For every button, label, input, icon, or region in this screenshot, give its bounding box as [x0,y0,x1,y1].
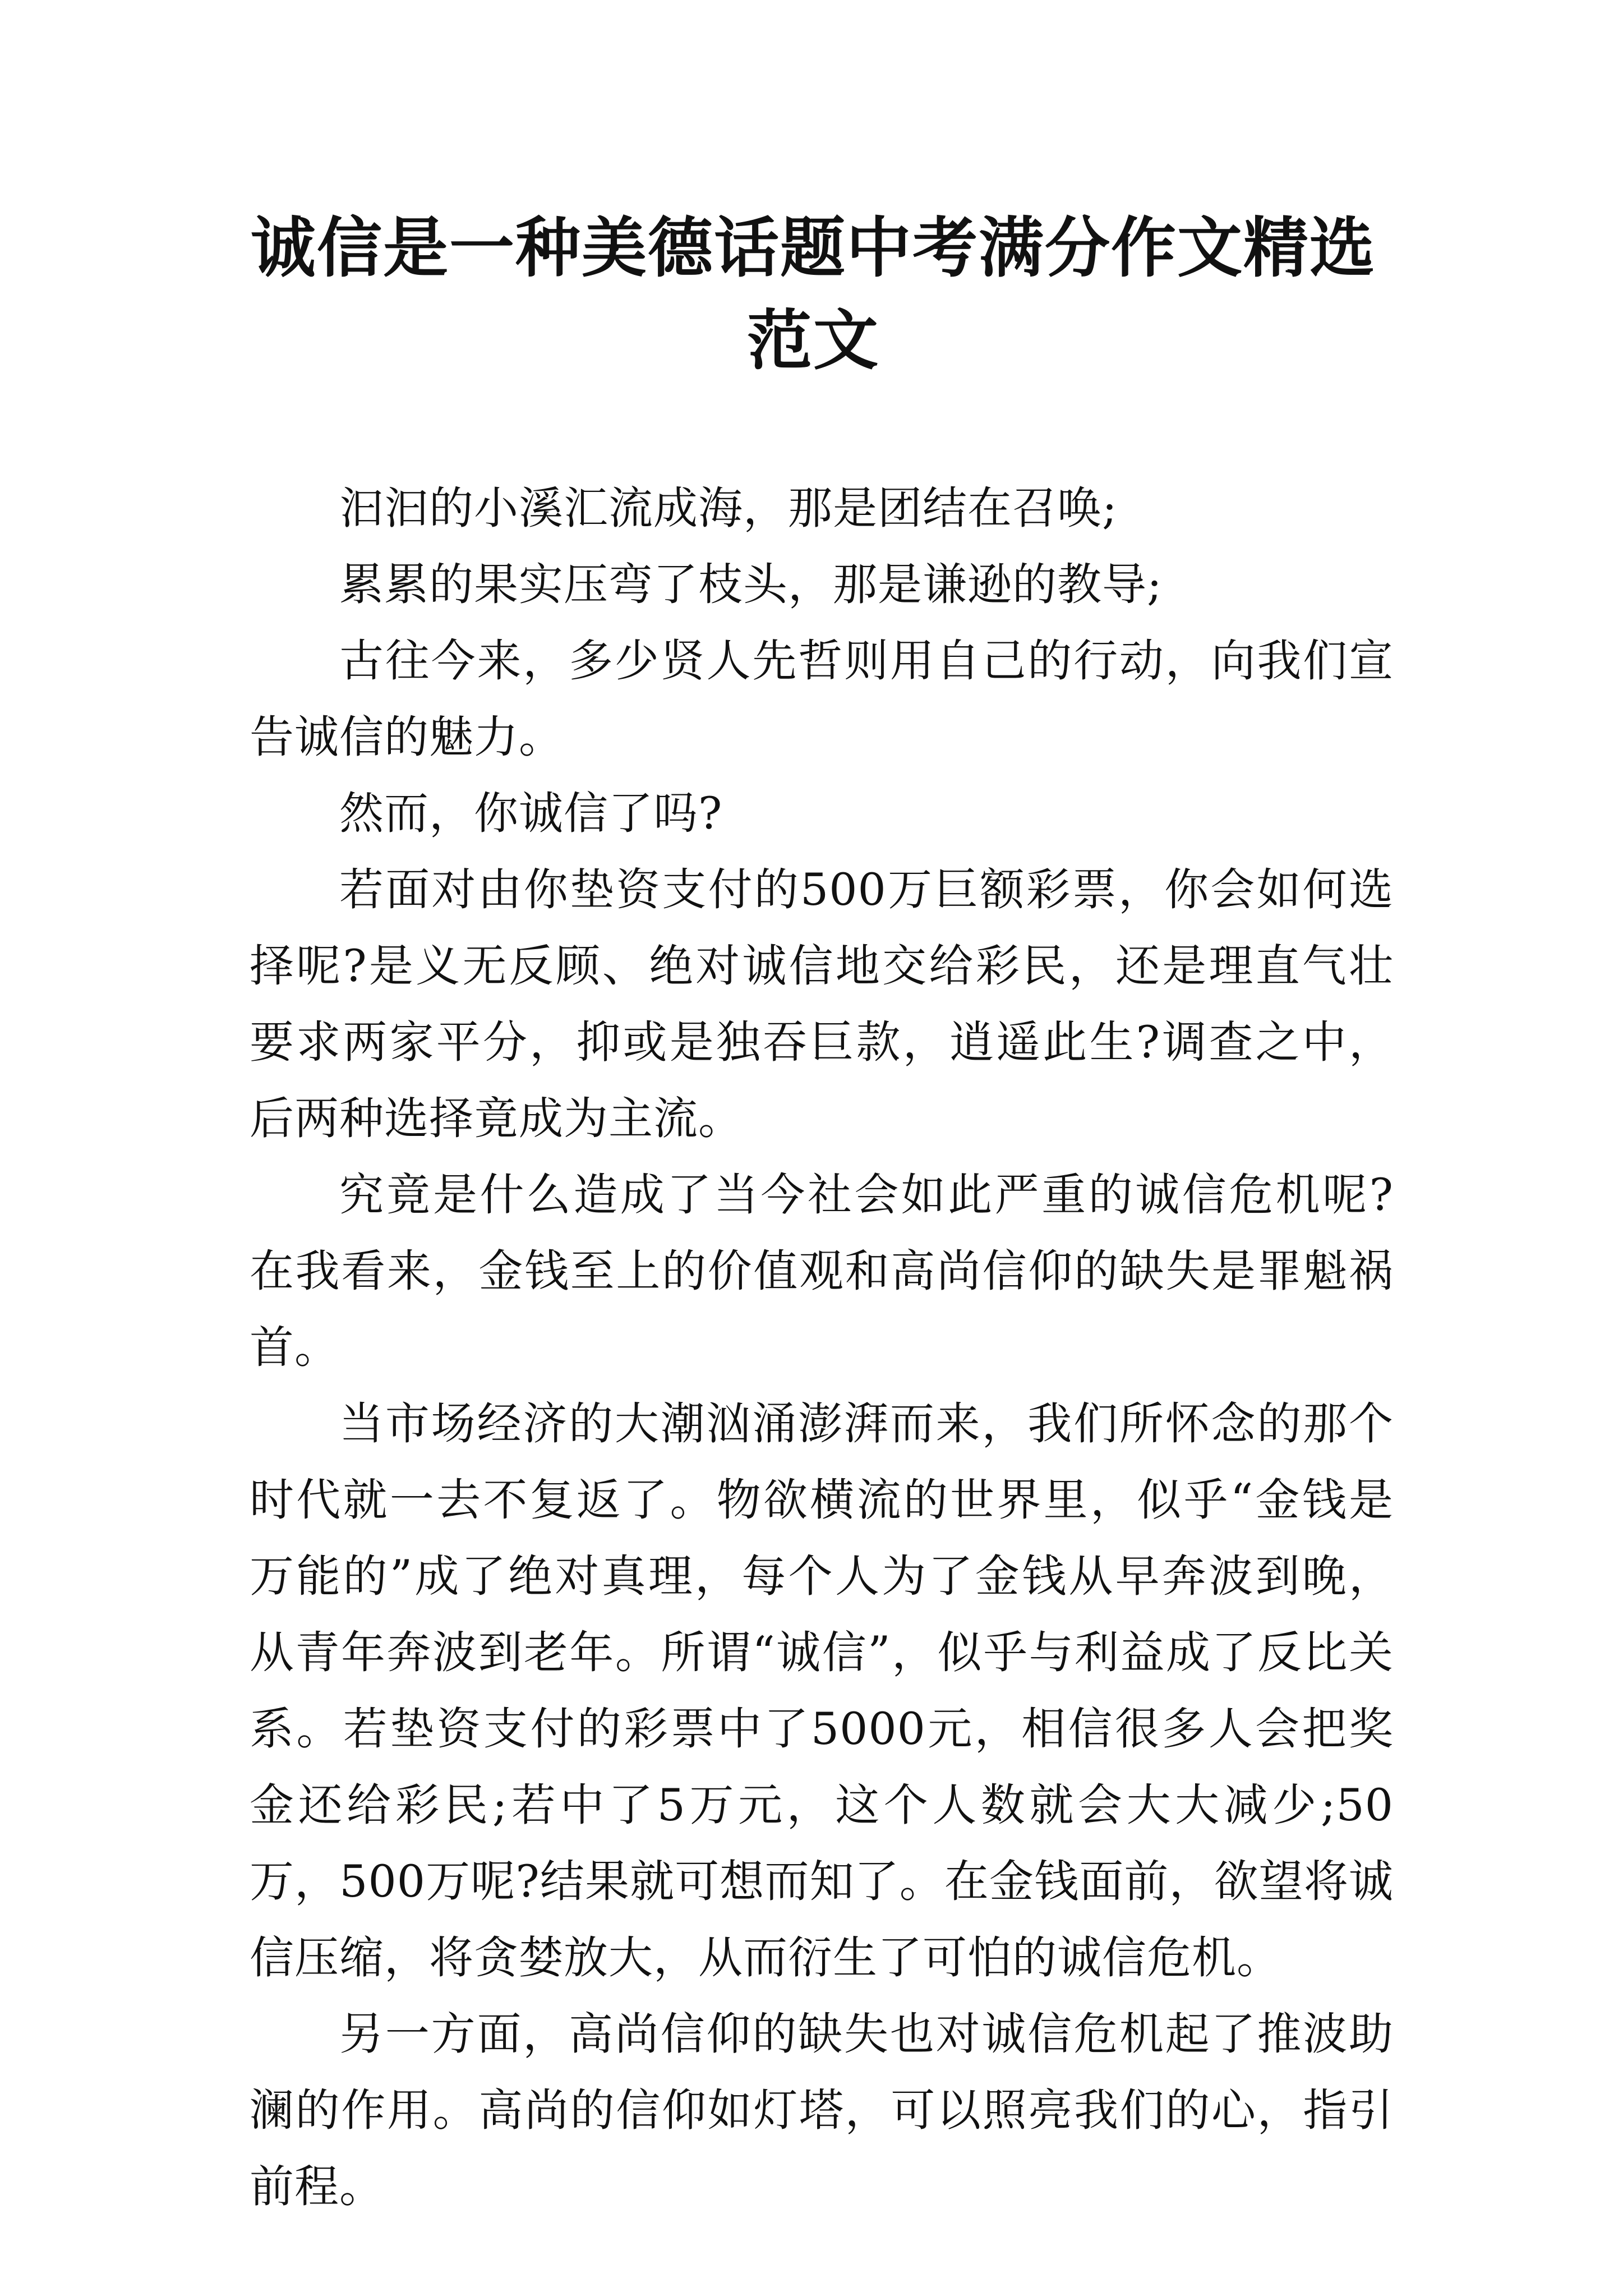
paragraph: 然而，你诚信了吗? [339,788,723,839]
document-body [250,470,1394,2225]
paragraph: 若面对由你垫资支付的500万巨额彩票，你会如何选择呢?是义无反顾、绝对诚信地交给彩民，还是理直气壮要求两家平分，抑或是独吞巨款，逍遥此生?调查之中，后两种选择竟成为主流。 [250,864,1394,1144]
paragraph: 古往今来，多少贤人先哲则用自己的行动，向我们宣告诚信的魅力。 [250,635,1394,763]
paragraph: 究竟是什么造成了当今社会如此严重的诚信危机呢?在我看来，金钱至上的价值观和高尚信仰的缺失是罪魁祸首。 [250,1169,1394,1373]
paragraph: 另一方面，高尚信仰的缺失也对诚信危机起了推波助澜的作用。高尚的信仰如灯塔，可以照亮我们的心，指引前程。 [250,2008,1394,2212]
paragraph: 累累的果实压弯了枝头，那是谦逊的教导; [339,559,1163,610]
paragraph: 当市场经济的大潮汹涌澎湃而来，我们所怀念的那个时代就一去不复返了。物欲横流的世界里，似乎“金钱是万能的”成了绝对真理，每个人为了金钱从早奔波到晚，从青年奔波到老年。所谓“诚信”，似乎与利益成了反比关系。若垫资支付的彩票中了5000元，相信很多人会把奖金还给彩民;若中了5万元，这个人数就会大大减少;50万，500万呢?结果就可想而知了。在金钱面前，欲望将诚信压缩，将贪婪放大，从而衍生了可怕的诚信危机。 [250,1398,1394,1984]
document-title: 诚信是一种美德话题中考满分作文精选范文 [251,210,1376,379]
paragraph: 汩汩的小溪汇流成海，那是团结在召唤; [339,482,1118,534]
